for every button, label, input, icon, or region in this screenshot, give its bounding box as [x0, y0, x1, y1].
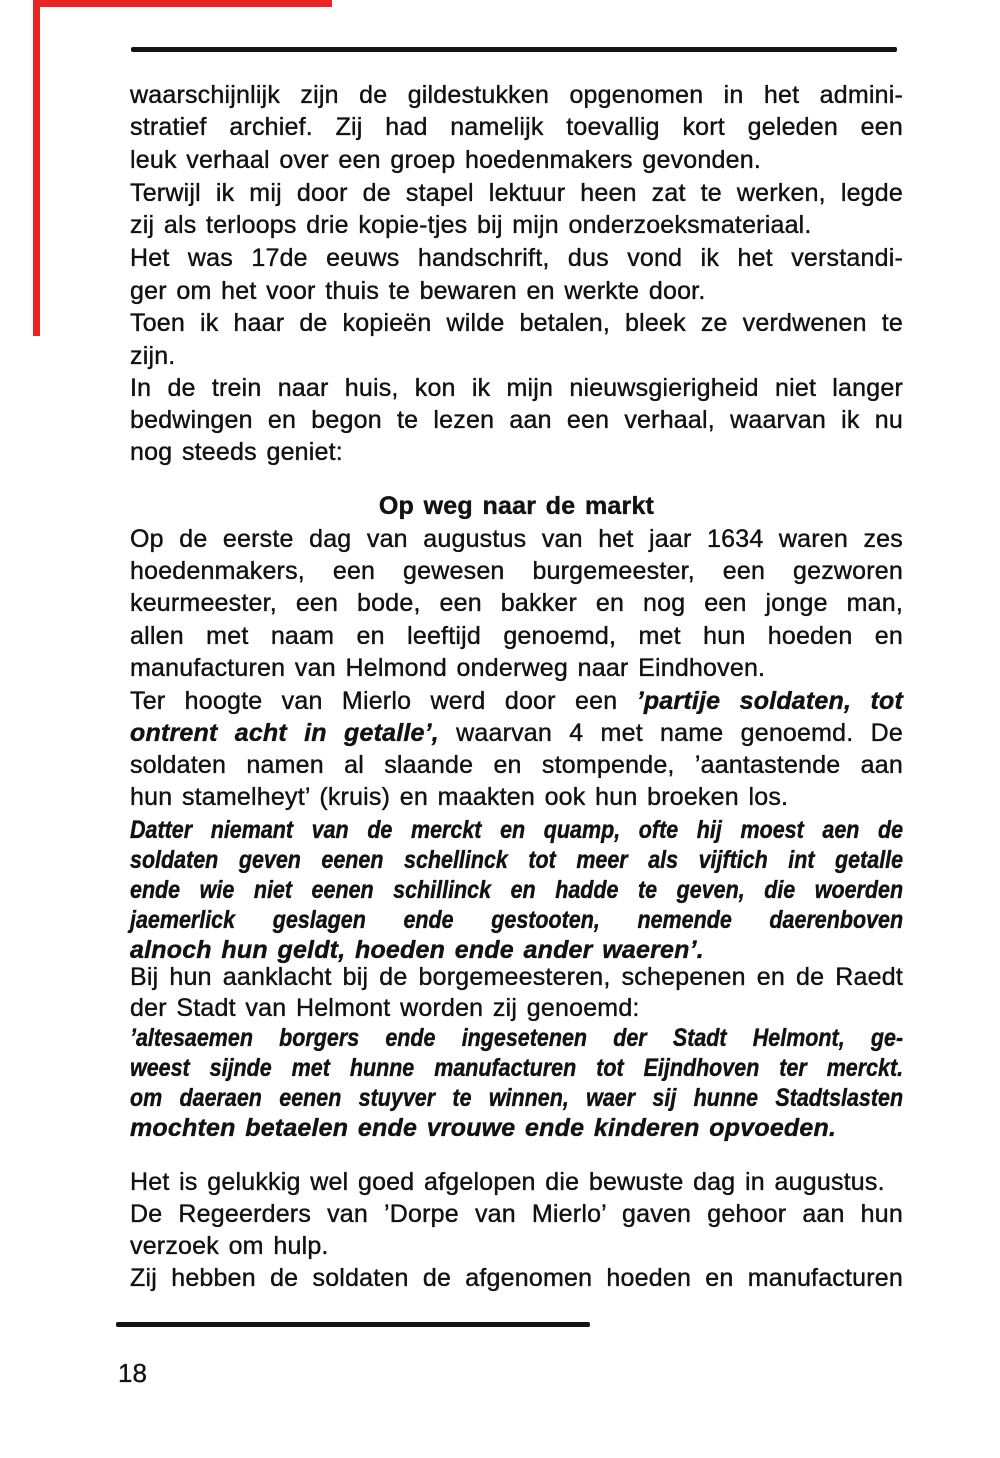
text-line — [130, 781, 903, 814]
text-segment: De Regeerders van ’Dorpe van Mierlo’ gaven gehoor aan hun — [130, 1200, 903, 1228]
text-line — [130, 555, 903, 588]
text-segment: Bij hun aanklacht bij de borgemeesteren, schepenen en de Raedt — [130, 963, 903, 991]
bold-italic-segment: weest sijnde met hunne manufacturen tot Eijndhoven ter merckt. — [130, 1054, 904, 1082]
text-segment: hoedenmakers, een gewesen burgemeester, een gezworen — [130, 557, 903, 585]
page-number: 18 — [118, 1358, 147, 1388]
text-segment: keurmeester, een bode, een bakker en nog een jonge man, — [130, 589, 903, 617]
text-line — [130, 242, 903, 275]
bold-italic-segment: ontrent acht in getalle’, — [130, 719, 439, 747]
text-line — [130, 1262, 903, 1295]
bold-italic-segment: om daeraen eenen stuyver te winnen, waer sij hunne Stadtslasten — [130, 1084, 904, 1112]
text-line — [130, 111, 903, 144]
text-line — [130, 144, 903, 177]
text-line — [130, 1166, 903, 1199]
text-segment: verzoek om hulp. — [130, 1232, 329, 1260]
text-line — [130, 1022, 903, 1055]
bold-italic-segment: ende wie niet eenen schillinck en hadde te geven, die woerden — [130, 876, 904, 904]
text-line — [130, 404, 903, 437]
text-line — [130, 904, 903, 937]
text-line — [130, 587, 903, 620]
text-segment: waarschijnlijk zijn de gildestukken opgenomen in het admini- — [130, 81, 903, 109]
text-segment: hun stamelheyt’ (kruis) en maakten ook hun broeken los. — [130, 783, 789, 811]
text-line — [130, 814, 903, 847]
text-segment: ger om het voor thuis te bewaren en werkte door. — [130, 277, 706, 305]
text-line — [130, 685, 903, 718]
text-segment: waarvan 4 met name genoemd. De — [438, 719, 903, 747]
text-segment: Toen ik haar de kopieën wilde betalen, bleek ze verdwenen te — [130, 309, 903, 337]
text-line — [130, 523, 903, 556]
text-segment: bedwingen en begon te lezen aan een verhaal, waarvan ik nu — [130, 406, 903, 434]
text-segment: Op de eerste dag van augustus van het jaar 1634 waren zes — [130, 525, 903, 553]
bold-italic-segment: jaemerlick geslagen ende gestooten, nemende daerenboven — [130, 906, 904, 934]
text-line — [130, 372, 903, 405]
text-segment: Ter hoogte van Mierlo werd door een — [130, 687, 637, 715]
bold-italic-segment: ’partije soldaten, tot — [636, 687, 903, 715]
text-segment: Terwijl ik mij door de stapel lektuur heen zat te werken, legde — [130, 179, 903, 207]
text-line — [130, 177, 903, 210]
text-line — [130, 436, 903, 469]
text-line — [130, 874, 903, 907]
text-segment: stratief archief. Zij had namelijk toevallig kort geleden een — [130, 113, 903, 141]
text-line — [130, 844, 903, 877]
text-line — [130, 1082, 903, 1115]
text-line — [130, 275, 903, 308]
bold-italic-segment: Datter niemant van de merckt en quamp, ofte hij moest aen de — [130, 816, 904, 844]
bold-italic-segment: ’altesaemen borgers ende ingesetenen der Stadt Helmont, ge- — [130, 1024, 904, 1052]
bold-italic-segment: mochten betaelen ende vrouwe ende kinderen opvoeden. — [130, 1114, 837, 1142]
bottom-rule — [116, 1322, 590, 1327]
text-segment: leuk verhaal over een groep hoedenmakers gevonden. — [130, 146, 761, 174]
text-segment: In de trein naar huis, kon ik mijn nieuwsgierigheid niet langer — [130, 374, 903, 402]
text-segment: soldaten namen al slaande en stompende, ’aantastende aan — [130, 751, 903, 779]
bold-italic-segment: soldaten geven eenen schellinck tot meer als vijftich int getalle — [130, 846, 904, 874]
text-segment: Op weg naar de markt — [378, 492, 655, 520]
text-line — [130, 209, 903, 242]
text-line — [130, 961, 903, 994]
text-segment: zijn. — [130, 342, 176, 370]
text-line — [130, 1112, 903, 1145]
text-line — [130, 1198, 903, 1231]
text-line — [130, 717, 903, 750]
text-segment: Zij hebben de soldaten de afgenomen hoeden en manufacturen — [130, 1264, 903, 1292]
text-line — [130, 1052, 903, 1085]
text-segment: Het was 17de eeuws handschrift, dus vond ik het verstandi- — [130, 244, 903, 272]
text-segment: manufacturen van Helmond onderweg naar Eindhoven. — [130, 654, 766, 682]
text-segment: Het is gelukkig wel goed afgelopen die bewuste dag in augustus. — [130, 1168, 885, 1196]
text-line — [130, 1230, 903, 1263]
text-segment: allen met naam en leeftijd genoemd, met hun hoeden en — [130, 622, 903, 650]
bold-italic-segment: alnoch hun geldt, hoeden ende ander waeren’. — [130, 936, 704, 964]
section-heading — [130, 490, 903, 523]
text-segment: der Stadt van Helmont worden zij genoemd: — [130, 994, 640, 1022]
text-line — [130, 992, 903, 1025]
text-line — [130, 652, 903, 685]
text-line — [130, 307, 903, 340]
text-line — [130, 749, 903, 782]
text-line — [130, 79, 903, 112]
text-segment: zij als terloops drie kopie-tjes bij mijn onderzoeksmateriaal. — [130, 211, 812, 239]
text-segment: nog steeds geniet: — [130, 438, 343, 466]
text-line — [130, 620, 903, 653]
text-line — [130, 340, 903, 373]
